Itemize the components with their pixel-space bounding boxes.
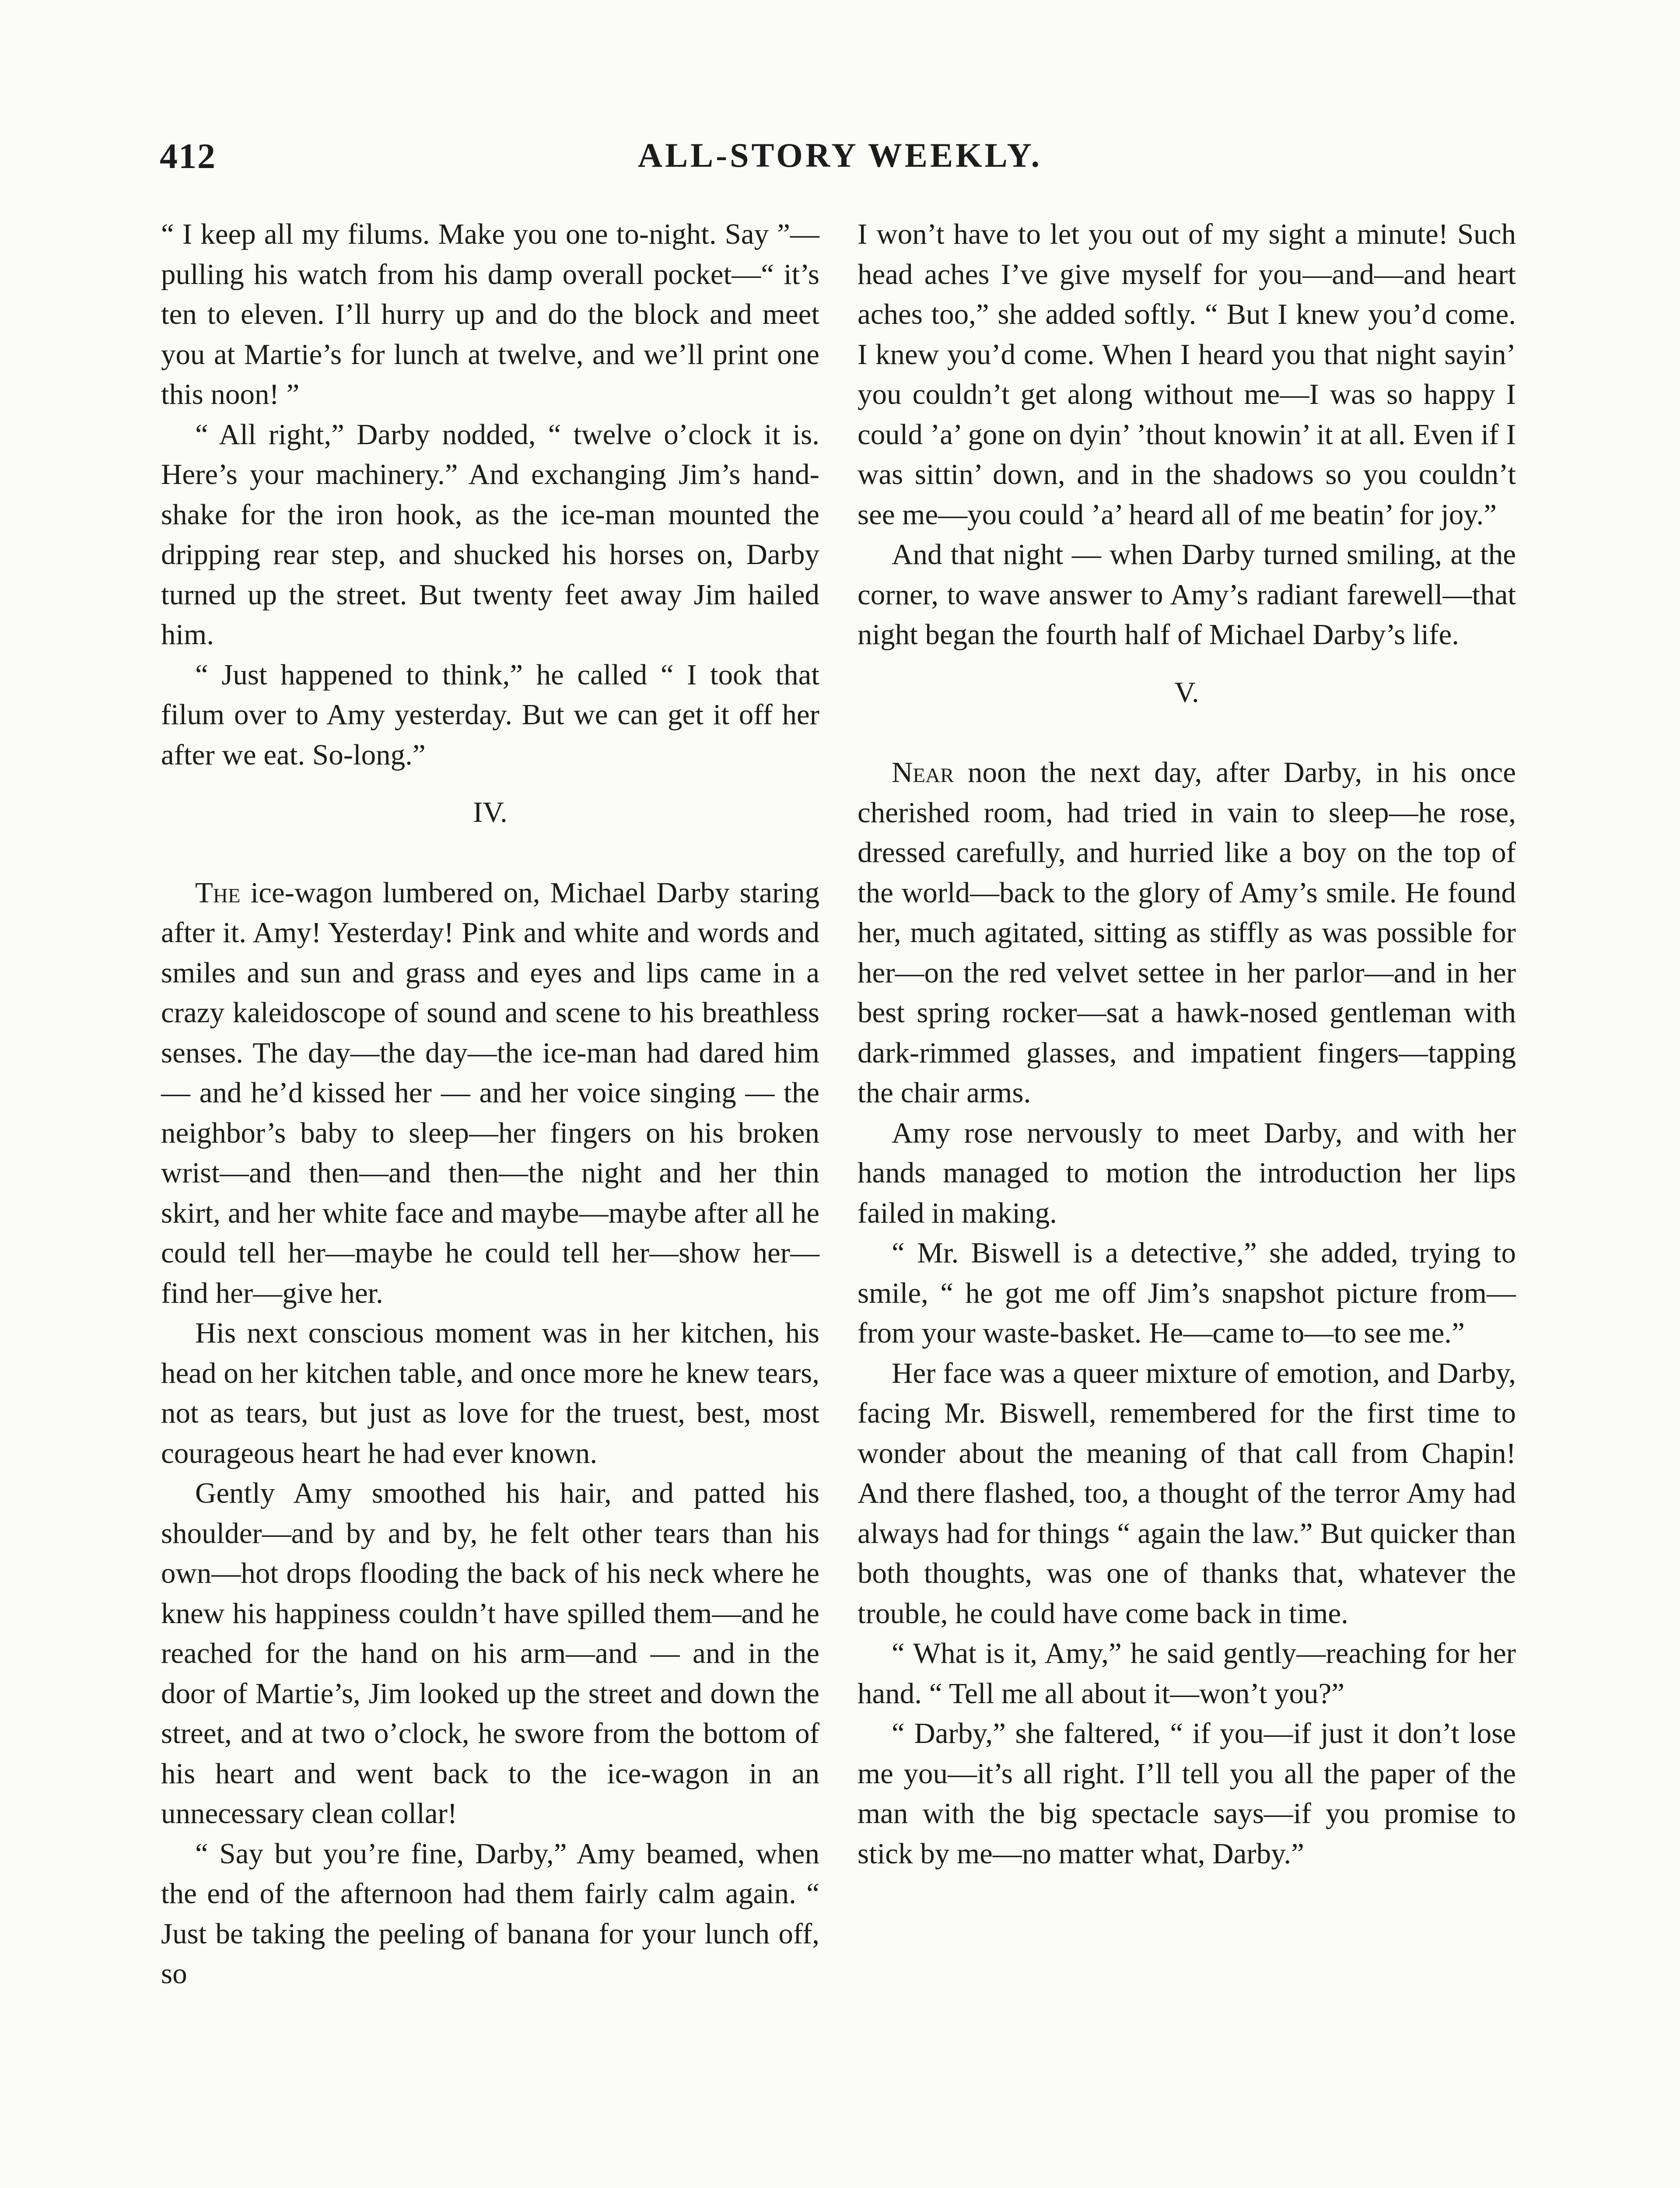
- magazine-title: ALL-STORY WEEKLY.: [637, 136, 1043, 174]
- story-paragraph: Amy rose nervously to meet Darby, and with her hands managed to motion the introduction her lips failed in making.: [858, 1116, 1516, 1229]
- section-opening-text: ice-wagon lumbered on, Michael Darby staring after it. Amy! Yesterday! Pink and white and words and smiles and sun and grass and eyes and lips came in a crazy kaleidoscope of sound and scene to his breathless senses. The day—the day—the ice-man had dared him — and he’d kissed her — and her voice singing — the neighbor’s baby to sleep—her fingers on his broken wrist—and then—and then—the night and her thin skirt, and her white face and maybe—maybe after all he could tell her—maybe he could tell her—show her—find her—give her.: [161, 876, 819, 1309]
- continuation-paragraph: I won’t have to let you out of my sight a minute! Such head aches I’ve give myself for you—and—and heart aches too,” she added softly. “ But I knew you’d come. I knew you’d come. When I heard you that night sayin’ you couldn’t get along without me—I was so happy I could ’a’ gone on dyin’ ’thout knowin’ it at all. Even if I was sittin’ down, and in the shadows so you couldn’t see me—you could ’a’ heard all of me beatin’ for joy.”: [858, 218, 1516, 531]
- section-number-v: V.: [1174, 676, 1199, 708]
- story-paragraph: “ What is it, Amy,” he said gently—reaching for her hand. “ Tell me all about it—won’t you?”: [858, 1637, 1516, 1710]
- story-paragraph: And that night — when Darby turned smiling, at the corner, to wave answer to Amy’s radiant farewell—that night began the fourth half of Michael Darby’s life.: [858, 538, 1516, 651]
- page-number: 412: [160, 136, 216, 176]
- story-paragraph: “ I keep all my filums. Make you one to-night. Say ”—pulling his watch from his damp overall pocket—“ it’s ten to eleven. I’ll hurry up and do the block and meet you at Martie’s for lunch at twelve, and we’ll print one this noon! ”: [161, 218, 819, 410]
- section-number-iv: IV.: [473, 796, 508, 828]
- section-lead-word: The: [195, 876, 241, 909]
- story-paragraph: “ Darby,” she faltered, “ if you—if just it don’t lose me you—it’s all right. I’ll tell you all the paper of the man with the big spectacle says—if you promise to stick by me—no matter what, Darby.”: [858, 1717, 1516, 1870]
- section-lead-word: Near: [892, 756, 954, 789]
- left-column: [161, 214, 819, 1994]
- story-paragraph: Her face was a queer mixture of emotion, and Darby, facing Mr. Biswell, remembered for the first time to wonder about the meaning of that call from Chapin! And there flashed, too, a thought of the terror Amy had always had for things “ again the law.” But quicker than both thoughts, was one of thanks that, whatever the trouble, he could have come back in time.: [858, 1357, 1516, 1630]
- right-column: [858, 214, 1516, 1874]
- story-paragraph: “ Just happened to think,” he called “ I took that filum over to Amy yesterday. But we can get it off her after we eat. So-long.”: [161, 658, 819, 771]
- story-paragraph: “ All right,” Darby nodded, “ twelve o’clock it is. Here’s your machinery.” And exchanging Jim’s hand-shake for the iron hook, as the ice-man mounted the dripping rear step, and shucked his horses on, Darby turned up the street. But twenty feet away Jim hailed him.: [161, 418, 819, 651]
- story-paragraph: “ Mr. Biswell is a detective,” she added, trying to smile, “ he got me off Jim’s snapshot picture from—from your waste-basket. He—came to—to see me.”: [858, 1237, 1516, 1349]
- story-paragraph: “ Say but you’re fine, Darby,” Amy beamed, when the end of the afternoon had them fairly calm again. “ Just be taking the peeling of banana for your lunch off, so: [161, 1837, 819, 1990]
- section-opening-text: noon the next day, after Darby, in his once cherished room, had tried in vain to sleep—he rose, dressed carefully, and hurried like a boy on the top of the world—back to the glory of Amy’s smile. He found her, much agitated, sitting as stiffly as was possible for her—on the red velvet settee in her parlor—and in her best spring rocker—sat a hawk-nosed gentleman with dark-rimmed glasses, and impatient fingers—tapping the chair arms.: [858, 756, 1516, 1109]
- section-opening-paragraph: [858, 753, 1516, 1113]
- story-paragraph: His next conscious moment was in her kitchen, his head on her kitchen table, and once more he knew tears, not as tears, but just as love for the truest, best, most courageous heart he had ever known.: [161, 1317, 819, 1469]
- section-opening-paragraph: [161, 873, 819, 1314]
- story-paragraph: Gently Amy smoothed his hair, and patted his shoulder—and by and by, he felt other tears than his own—hot drops flooding the back of his neck where he knew his happiness couldn’t have spilled them—and he reached for the hand on his arm—and — and in the door of Martie’s, Jim looked up the street and down the street, and at two o’clock, he swore from the bottom of his heart and went back to the ice-wagon in an unnecessary clean collar!: [161, 1477, 819, 1830]
- page-header: [160, 131, 1520, 188]
